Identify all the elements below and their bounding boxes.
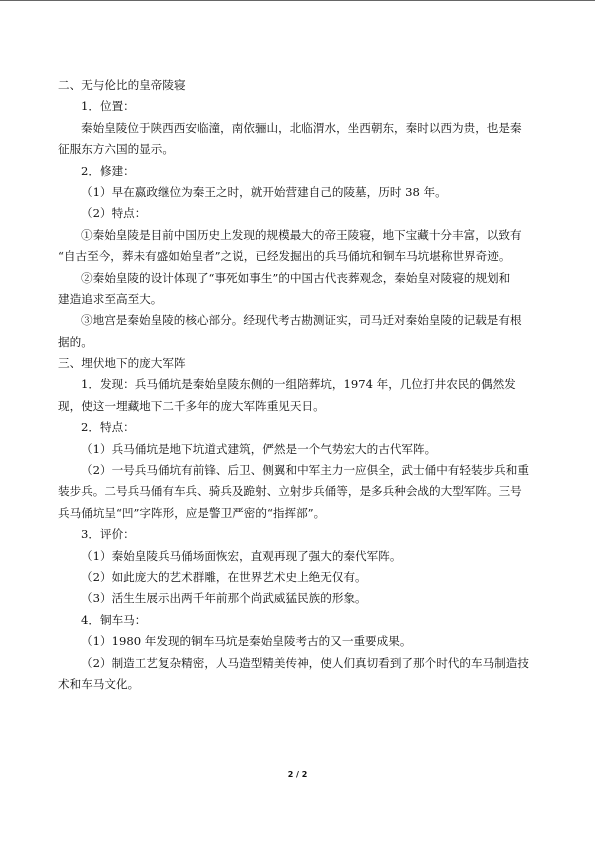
- text-line: ③地宫是秦始皇陵的核心部分。经现代考古勘测证实，司马迁对秦始皇陵的记载是有根: [81, 313, 522, 328]
- text-line: 秦始皇陵位于陕西西安临潼，南依骊山，北临渭水，坐西朝东，秦时以西为贵，也是秦: [81, 120, 522, 135]
- text-line: 1．发现：兵马俑坑是秦始皇陵东侧的一组陪葬坑，1974 年，几位打井农民的偶然发: [81, 377, 516, 392]
- text-line: （2）特点：: [81, 206, 147, 221]
- text-line: （2）制造工艺复杂精密，人马造型精美传神，使人们真切看到了那个时代的车马制造技: [81, 655, 529, 670]
- text-line: （3）活生生展示出两千年前那个尚武威猛民族的形象。: [81, 591, 367, 606]
- text-line: 术和车马文化。: [58, 676, 140, 691]
- text-line: 现，使这一埋藏地下二千多年的庞大军阵重见天日。: [58, 398, 325, 413]
- text-line: 二、无与伦比的皇帝陵寝: [58, 78, 186, 92]
- text-line: 装步兵。二号兵马俑有车兵、骑兵及跪射、立射步兵俑等，是多兵种会战的大型军阵。三号: [58, 484, 522, 499]
- text-line: （1）1980 年发现的铜车马坑是秦始皇陵考古的又一重要成果。: [81, 634, 412, 649]
- text-line: 4．铜车马：: [81, 612, 147, 627]
- document-body: [58, 75, 538, 695]
- text-line: 2．特点：: [81, 420, 135, 435]
- text-line: 2．修建：: [81, 163, 135, 178]
- text-line: 据的。: [58, 334, 93, 349]
- text-line: 1．位置：: [81, 99, 135, 114]
- text-line: ②秦始皇陵的设计体现了“事死如事生”的中国古代丧葬观念，秦始皇对陵寝的规划和: [81, 270, 511, 285]
- text-line: 建造追求至高至大。: [58, 291, 163, 306]
- text-line: 兵马俑坑呈“凹”字阵形，应是警卫严密的“指挥部”。: [58, 505, 326, 520]
- text-line: （1）秦始皇陵兵马俑场面恢宏，直观再现了强大的秦代军阵。: [81, 548, 402, 563]
- text-line: 3．评价：: [81, 527, 135, 542]
- text-line: （2）如此庞大的艺术群雕，在世界艺术史上绝无仅有。: [81, 569, 367, 584]
- page-number: 2 / 2: [287, 770, 308, 779]
- text-line: 征服东方六国的显示。: [58, 142, 174, 157]
- text-line: （1）兵马俑坑是地下坑道式建筑，俨然是一个气势宏大的古代军阵。: [81, 441, 437, 456]
- text-line: “自古至今，葬未有盛如始皇者”之说，已经发掘出的兵马俑坑和铜车马坑堪称世界奇迹。: [58, 249, 511, 264]
- text-line: ①秦始皇陵是目前中国历史上发现的规模最大的帝王陵寝，地下宝藏十分丰富，以致有: [81, 227, 522, 242]
- page-top-border: [0, 0, 595, 1]
- text-line: （2）一号兵马俑坑有前锋、后卫、侧翼和中军主力一应俱全，武士俑中有轻装步兵和重: [81, 463, 529, 478]
- text-line: 三、埋伏地下的庞大军阵: [58, 356, 186, 371]
- text-line: （1）早在嬴政继位为秦王之时，就开始营建自己的陵墓，历时 38 年。: [81, 184, 447, 199]
